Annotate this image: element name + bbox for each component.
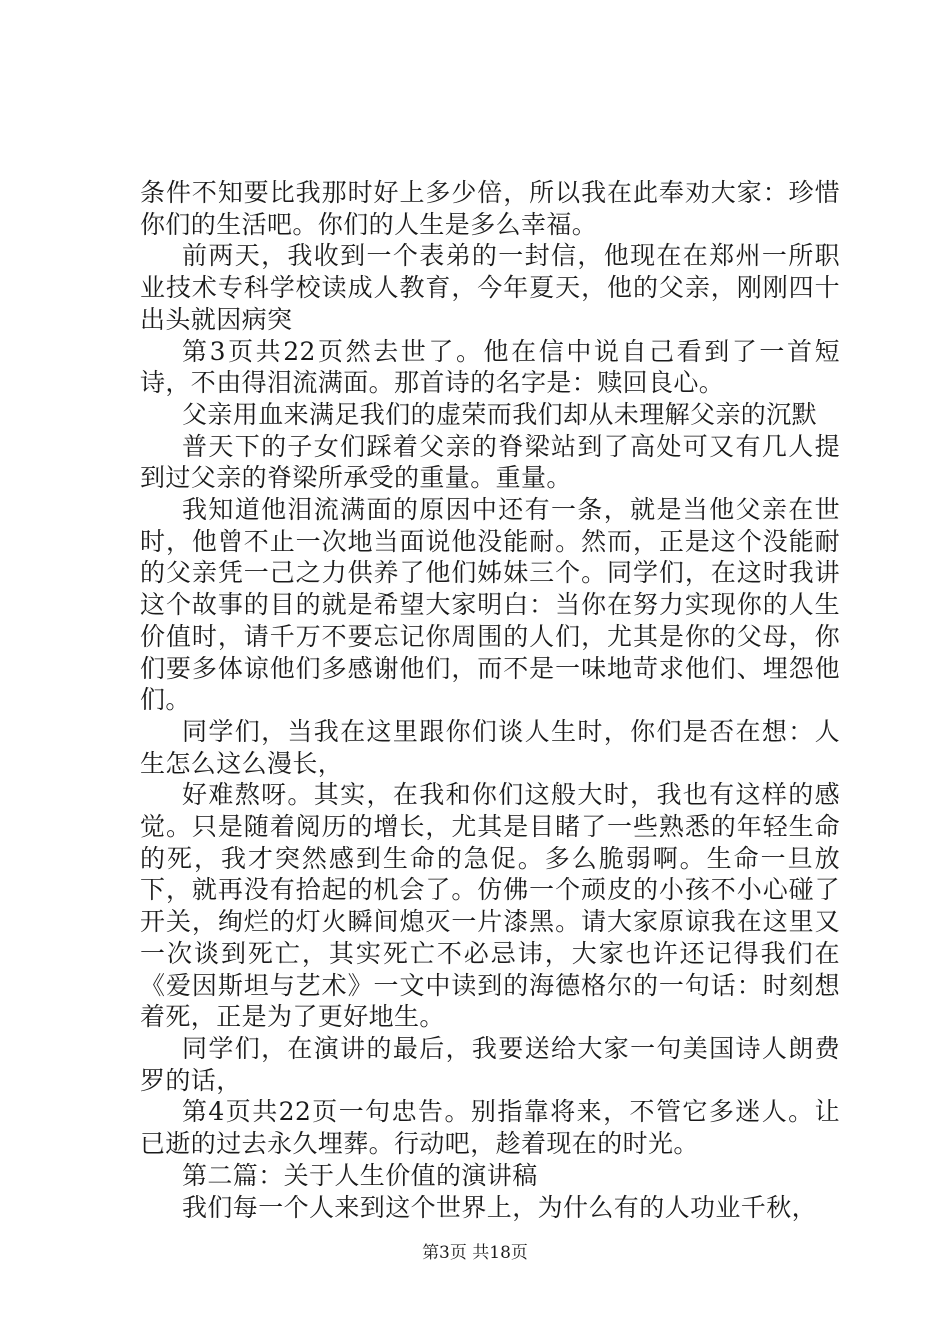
page-number-label: 第3页 共18页: [422, 1243, 528, 1263]
paragraph: 好难熬呀。其实，在我和你们这般大时，我也有这样的感觉。只是随着阅历的增长，尤其是目睹了一些熟悉的年轻生命的死，我才突然感到生命的急促。多么脆弱啊。生命一旦放下，就再没有拾起的机会了。仿佛一个顽皮的小孩不小心碰了开关，绚烂的灯火瞬间熄灭一片漆黑。请大家原谅我在这里又一次谈到死亡，其实死亡不必忌讳，大家也许还记得我们在《爱因斯坦与艺术》一文中读到的海德格尔的一句话：时刻想着死，正是为了更好地生。: [140, 780, 840, 1032]
paragraph: 父亲用血来满足我们的虚荣而我们却从未理解父亲的沉默: [182, 399, 818, 429]
paragraph: 我知道他泪流满面的原因中还有一条，就是当他父亲在世时，他曾不止一次地当面说他没能耐。然而，正是这个没能耐的父亲凭一己之力供养了他们姊妹三个。同学们，在这时我讲这个故事的目的就是希望大家明白：当你在努力实现你的人生价值时，请千万不要忘记你周围的人们，尤其是你的父母，你们要多体谅他们多感谢他们，而不是一味地苛求他们、埋怨他们。: [140, 495, 840, 715]
paragraph: 我们每一个人来到这个世界上，为什么有的人功业千秋，: [182, 1192, 818, 1222]
paragraph: 普天下的子女们踩着父亲的脊梁站到了高处可又有几人提到过父亲的脊梁所承受的重量。重量。: [140, 431, 840, 493]
paragraph: 第3页共22页然去世了。他在信中说自己看到了一首短诗，不由得泪流满面。那首诗的名字是：赎回良心。: [140, 336, 840, 398]
section-heading: 第二篇：关于人生价值的演讲稿: [182, 1160, 538, 1190]
paragraph: 同学们，当我在这里跟你们谈人生时，你们是否在想：人生怎么这么漫长，: [140, 716, 840, 778]
document-body: [140, 177, 840, 1223]
page-footer: [0, 1242, 950, 1264]
paragraph: 条件不知要比我那时好上多少倍，所以我在此奉劝大家：珍惜你们的生活吧。你们的人生是多么幸福。: [140, 178, 840, 239]
paragraph: 前两天，我收到一个表弟的一封信，他现在在郑州一所职业技术专科学校读成人教育，今年夏天，他的父亲，刚刚四十出头就因病突: [140, 241, 840, 334]
paragraph: 第4页共22页一句忠告。别指靠将来，不管它多迷人。让已逝的过去永久埋葬。行动吧，趁着现在的时光。: [140, 1097, 840, 1159]
paragraph: 同学们，在演讲的最后，我要送给大家一句美国诗人朗费罗的话，: [140, 1033, 840, 1095]
